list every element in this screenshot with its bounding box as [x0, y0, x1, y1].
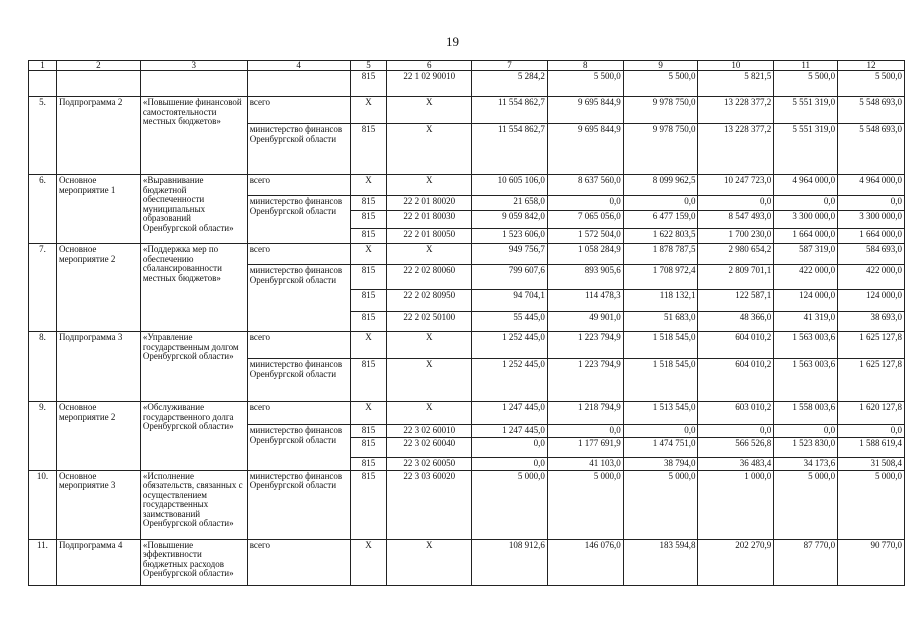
- value-cell: 1 518 545,0: [623, 359, 698, 402]
- value-cell: 36 483,4: [698, 457, 774, 470]
- value-cell: 8 547 493,0: [698, 211, 774, 229]
- value-cell: 0,0: [838, 425, 905, 437]
- value-cell: 1 474 751,0: [623, 437, 698, 457]
- header-cell: 12: [838, 61, 905, 71]
- program-description-cell: «Повышение финансовой самостоятельности местных бюджетов»: [140, 97, 247, 175]
- header-cell: 10: [698, 61, 774, 71]
- budget-table: [28, 60, 905, 586]
- value-cell: 5 500,0: [623, 71, 698, 97]
- kvsr-cell: 815: [350, 290, 387, 312]
- value-cell: 1 588 619,4: [838, 437, 905, 457]
- value-cell: 9 978 750,0: [623, 97, 698, 124]
- value-cell: 1 878 787,5: [623, 244, 698, 265]
- value-cell: 0,0: [623, 425, 698, 437]
- value-cell: 1 513 545,0: [623, 402, 698, 425]
- executor-cell: министерство финансов Оренбургской области: [247, 359, 350, 402]
- kbk-cell: 22 2 02 80060: [387, 265, 472, 290]
- header-cell: 4: [247, 61, 350, 71]
- value-cell: 0,0: [472, 457, 548, 470]
- header-row: [29, 61, 905, 71]
- program-description-cell: «Обслуживание государственного долга Оренбургской области»: [140, 402, 247, 470]
- value-cell: 9 695 844,9: [547, 124, 623, 175]
- value-cell: 1 523 606,0: [472, 229, 548, 244]
- value-cell: 0,0: [547, 425, 623, 437]
- table-cell: [56, 71, 140, 97]
- value-cell: 5 500,0: [838, 71, 905, 97]
- value-cell: 183 594,8: [623, 539, 698, 585]
- value-cell: 38 693,0: [838, 312, 905, 332]
- program-description-cell: «Повышение эффективности бюджетных расходов Оренбургской области»: [140, 539, 247, 585]
- value-cell: 48 366,0: [698, 312, 774, 332]
- kvsr-cell: 815: [350, 211, 387, 229]
- program-name-cell: Подпрограмма 3: [56, 332, 140, 402]
- row-number-cell: 8.: [29, 332, 57, 402]
- value-cell: 8 099 962,5: [623, 175, 698, 196]
- value-cell: 41 103,0: [547, 457, 623, 470]
- kbk-cell: Х: [387, 124, 472, 175]
- value-cell: 1 708 972,4: [623, 265, 698, 290]
- value-cell: 1 523 830,0: [774, 437, 838, 457]
- value-cell: 5 284,2: [472, 71, 548, 97]
- executor-cell: министерство финансов Оренбургской области: [247, 196, 350, 244]
- kbk-cell: Х: [387, 402, 472, 425]
- value-cell: 8 637 560,0: [547, 175, 623, 196]
- value-cell: 1 247 445,0: [472, 425, 548, 437]
- value-cell: 118 132,1: [623, 290, 698, 312]
- header-cell: 9: [623, 61, 698, 71]
- value-cell: 2 809 701,1: [698, 265, 774, 290]
- value-cell: 1 664 000,0: [838, 229, 905, 244]
- value-cell: 1 000,0: [698, 470, 774, 539]
- value-cell: 5 000,0: [774, 470, 838, 539]
- executor-cell: всего: [247, 244, 350, 265]
- value-cell: 41 319,0: [774, 312, 838, 332]
- value-cell: 114 478,3: [547, 290, 623, 312]
- kvsr-cell: 815: [350, 265, 387, 290]
- program-name-cell: Подпрограмма 4: [56, 539, 140, 585]
- value-cell: 1 625 127,8: [838, 359, 905, 402]
- kbk-cell: 22 2 01 80030: [387, 211, 472, 229]
- value-cell: 5 000,0: [623, 470, 698, 539]
- value-cell: 9 695 844,9: [547, 97, 623, 124]
- value-cell: 4 964 000,0: [838, 175, 905, 196]
- value-cell: 5 000,0: [838, 470, 905, 539]
- value-cell: 5 551 319,0: [774, 124, 838, 175]
- value-cell: 0,0: [623, 196, 698, 211]
- value-cell: 1 247 445,0: [472, 402, 548, 425]
- value-cell: 949 756,7: [472, 244, 548, 265]
- value-cell: 13 228 377,2: [698, 97, 774, 124]
- kbk-cell: 22 2 01 80050: [387, 229, 472, 244]
- value-cell: 6 477 159,0: [623, 211, 698, 229]
- kvsr-cell: 815: [350, 457, 387, 470]
- kvsr-cell: 815: [350, 425, 387, 437]
- value-cell: 1 622 803,5: [623, 229, 698, 244]
- value-cell: 10 247 723,0: [698, 175, 774, 196]
- table-row: [29, 244, 905, 265]
- kvsr-cell: Х: [350, 244, 387, 265]
- executor-cell: министерство финансов Оренбургской области: [247, 265, 350, 332]
- value-cell: 1 558 003,6: [774, 402, 838, 425]
- executor-cell: министерство финансов Оренбургской области: [247, 124, 350, 175]
- value-cell: 603 010,2: [698, 402, 774, 425]
- value-cell: 2 980 654,2: [698, 244, 774, 265]
- value-cell: 202 270,9: [698, 539, 774, 585]
- value-cell: 1 572 504,0: [547, 229, 623, 244]
- kvsr-cell: 815: [350, 470, 387, 539]
- header-cell: 5: [350, 61, 387, 71]
- value-cell: 1 177 691,9: [547, 437, 623, 457]
- table-cell: [247, 71, 350, 97]
- value-cell: 0,0: [774, 425, 838, 437]
- table-body: [29, 61, 905, 586]
- executor-cell: министерство финансов Оренбургской области: [247, 470, 350, 539]
- value-cell: 1 252 445,0: [472, 359, 548, 402]
- kbk-cell: Х: [387, 97, 472, 124]
- value-cell: 1 218 794,9: [547, 402, 623, 425]
- value-cell: 587 319,0: [774, 244, 838, 265]
- value-cell: 0,0: [774, 196, 838, 211]
- value-cell: 1 625 127,8: [838, 332, 905, 359]
- program-description-cell: «Управление государственным долгом Оренбургской области»: [140, 332, 247, 402]
- value-cell: 422 000,0: [838, 265, 905, 290]
- value-cell: 38 794,0: [623, 457, 698, 470]
- executor-cell: всего: [247, 175, 350, 196]
- value-cell: 94 704,1: [472, 290, 548, 312]
- value-cell: 1 563 003,6: [774, 359, 838, 402]
- kbk-cell: Х: [387, 332, 472, 359]
- value-cell: 124 000,0: [838, 290, 905, 312]
- kbk-cell: 22 3 02 60050: [387, 457, 472, 470]
- continuation-row: [29, 71, 905, 97]
- value-cell: 4 964 000,0: [774, 175, 838, 196]
- value-cell: 5 500,0: [774, 71, 838, 97]
- value-cell: 9 978 750,0: [623, 124, 698, 175]
- header-cell: 6: [387, 61, 472, 71]
- value-cell: 5 000,0: [472, 470, 548, 539]
- kbk-cell: Х: [387, 244, 472, 265]
- kbk-cell: 22 3 02 60040: [387, 437, 472, 457]
- value-cell: 21 658,0: [472, 196, 548, 211]
- value-cell: 1 252 445,0: [472, 332, 548, 359]
- kvsr-cell: 815: [350, 124, 387, 175]
- value-cell: 5 551 319,0: [774, 97, 838, 124]
- table-row: [29, 97, 905, 124]
- value-cell: 5 548 693,0: [838, 97, 905, 124]
- header-cell: 8: [547, 61, 623, 71]
- value-cell: 90 770,0: [838, 539, 905, 585]
- value-cell: 31 508,4: [838, 457, 905, 470]
- value-cell: 7 065 056,0: [547, 211, 623, 229]
- kvsr-cell: 815: [350, 359, 387, 402]
- row-number-cell: 5.: [29, 97, 57, 175]
- value-cell: 5 548 693,0: [838, 124, 905, 175]
- value-cell: 604 010,2: [698, 332, 774, 359]
- value-cell: 1 058 284,9: [547, 244, 623, 265]
- executor-cell: всего: [247, 402, 350, 425]
- value-cell: 34 173,6: [774, 457, 838, 470]
- program-description-cell: «Исполнение обязательств, связанных с осуществлением государственных заимствований Оренбургской области»: [140, 470, 247, 539]
- kbk-cell: Х: [387, 539, 472, 585]
- program-name-cell: Подпрограмма 2: [56, 97, 140, 175]
- value-cell: 1 518 545,0: [623, 332, 698, 359]
- executor-cell: министерство финансов Оренбургской области: [247, 425, 350, 470]
- value-cell: 3 300 000,0: [838, 211, 905, 229]
- value-cell: 87 770,0: [774, 539, 838, 585]
- value-cell: 1 223 794,9: [547, 332, 623, 359]
- kbk-cell: 22 2 02 50100: [387, 312, 472, 332]
- kvsr-cell: 815: [350, 71, 387, 97]
- row-number-cell: 11.: [29, 539, 57, 585]
- value-cell: 13 228 377,2: [698, 124, 774, 175]
- executor-cell: всего: [247, 332, 350, 359]
- row-number-cell: 10.: [29, 470, 57, 539]
- value-cell: 422 000,0: [774, 265, 838, 290]
- program-name-cell: Основное мероприятие 2: [56, 402, 140, 470]
- table-row: [29, 539, 905, 585]
- kvsr-cell: Х: [350, 402, 387, 425]
- value-cell: 604 010,2: [698, 359, 774, 402]
- value-cell: 55 445,0: [472, 312, 548, 332]
- value-cell: 5 000,0: [547, 470, 623, 539]
- kvsr-cell: Х: [350, 175, 387, 196]
- value-cell: 799 607,6: [472, 265, 548, 290]
- value-cell: 1 563 003,6: [774, 332, 838, 359]
- value-cell: 1 664 000,0: [774, 229, 838, 244]
- kvsr-cell: Х: [350, 97, 387, 124]
- program-name-cell: Основное мероприятие 1: [56, 175, 140, 244]
- kvsr-cell: 815: [350, 229, 387, 244]
- value-cell: 11 554 862,7: [472, 97, 548, 124]
- value-cell: 0,0: [838, 196, 905, 211]
- value-cell: 146 076,0: [547, 539, 623, 585]
- kvsr-cell: Х: [350, 539, 387, 585]
- value-cell: 5 821,5: [698, 71, 774, 97]
- value-cell: 0,0: [698, 425, 774, 437]
- value-cell: 0,0: [472, 437, 548, 457]
- value-cell: 9 059 842,0: [472, 211, 548, 229]
- table-row: [29, 175, 905, 196]
- kbk-cell: 22 3 03 60020: [387, 470, 472, 539]
- value-cell: 1 223 794,9: [547, 359, 623, 402]
- header-cell: 11: [774, 61, 838, 71]
- value-cell: 1 700 230,0: [698, 229, 774, 244]
- table-cell: [140, 71, 247, 97]
- header-cell: 3: [140, 61, 247, 71]
- executor-cell: всего: [247, 97, 350, 124]
- page-number: 19: [446, 34, 459, 49]
- table-row: [29, 332, 905, 359]
- value-cell: 1 620 127,8: [838, 402, 905, 425]
- program-name-cell: Основное мероприятие 2: [56, 244, 140, 332]
- value-cell: 122 587,1: [698, 290, 774, 312]
- kvsr-cell: Х: [350, 332, 387, 359]
- value-cell: 10 605 106,0: [472, 175, 548, 196]
- kbk-cell: 22 2 01 80020: [387, 196, 472, 211]
- header-cell: 7: [472, 61, 548, 71]
- header-cell: 2: [56, 61, 140, 71]
- value-cell: 11 554 862,7: [472, 124, 548, 175]
- kvsr-cell: 815: [350, 312, 387, 332]
- value-cell: 51 683,0: [623, 312, 698, 332]
- value-cell: 584 693,0: [838, 244, 905, 265]
- table-cell: [29, 71, 57, 97]
- executor-cell: всего: [247, 539, 350, 585]
- value-cell: 108 912,6: [472, 539, 548, 585]
- kbk-cell: 22 3 02 60010: [387, 425, 472, 437]
- program-description-cell: «Выравнивание бюджетной обеспеченности муниципальных образований Оренбургской области»: [140, 175, 247, 244]
- value-cell: 566 526,8: [698, 437, 774, 457]
- kvsr-cell: 815: [350, 437, 387, 457]
- value-cell: 0,0: [698, 196, 774, 211]
- kbk-cell: 22 2 02 80950: [387, 290, 472, 312]
- table-row: [29, 402, 905, 425]
- kbk-cell: 22 1 02 90010: [387, 71, 472, 97]
- kbk-cell: Х: [387, 359, 472, 402]
- row-number-cell: 9.: [29, 402, 57, 470]
- value-cell: 124 000,0: [774, 290, 838, 312]
- program-description-cell: «Поддержка мер по обеспечению сбалансированности местных бюджетов»: [140, 244, 247, 332]
- kbk-cell: Х: [387, 175, 472, 196]
- table-row: [29, 470, 905, 539]
- value-cell: 5 500,0: [547, 71, 623, 97]
- program-name-cell: Основное мероприятие 3: [56, 470, 140, 539]
- kvsr-cell: 815: [350, 196, 387, 211]
- header-cell: 1: [29, 61, 57, 71]
- value-cell: 3 300 000,0: [774, 211, 838, 229]
- value-cell: 49 901,0: [547, 312, 623, 332]
- value-cell: 893 905,6: [547, 265, 623, 290]
- value-cell: 0,0: [547, 196, 623, 211]
- row-number-cell: 6.: [29, 175, 57, 244]
- row-number-cell: 7.: [29, 244, 57, 332]
